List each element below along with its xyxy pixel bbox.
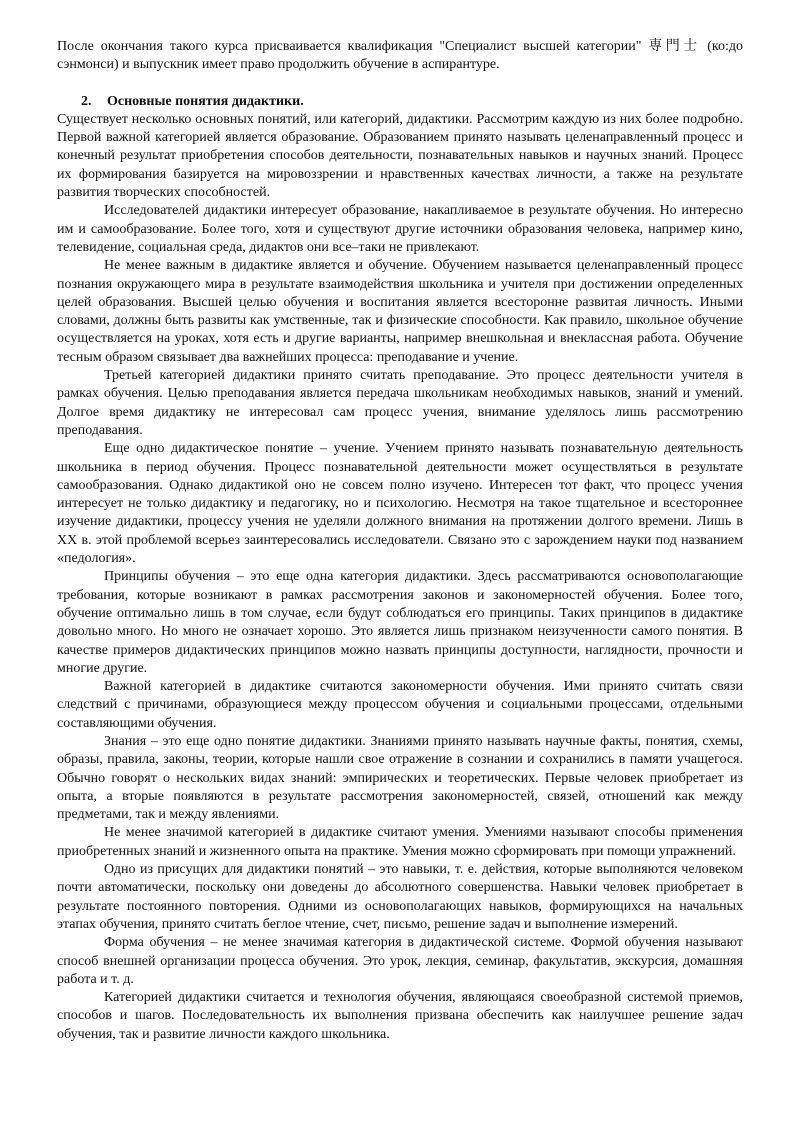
paragraph: Категорией дидактики считается и технология обучения, являющаяся своеобразной системой приемов, способов и шагов. Последовательность их выполнения призвана обеспечить как наилучшее решение задач обучения, так и развитие личности каждого школьника.	[57, 990, 743, 1042]
intro-paragraph: После окончания такого курса присваивается квалификация "Специалист высшей категории" 専門士 (ко:до сэнмонси) и выпускник имеет право продолжить обучение в аспирантуре.	[57, 39, 743, 73]
paragraph: Существует несколько основных понятий, или категорий, дидактики. Рассмотрим каждую из них более подробно. Первой важной категорией является образование. Образованием принято называть целенаправленный процесс и конечный результат приобретения способов деятельности, познавательных навыков и научных знаний. Процесс их формирования базируется на мировоззрении и нравственных качествах личности, а также на результате развития творческих способностей.	[57, 111, 743, 201]
paragraph: Не менее важным в дидактике является и обучение. Обучением называется целенаправленный процесс познания окружающего мира в результате взаимодействия школьника и учителя при достижении определенных целей образования. Высшей целью обучения и воспитания является всесторонне развитая личность. Иными словами, должны быть развиты как умственные, так и физические способности. Как правило, школьное обучение осуществляется на уроках, хотя есть и другие варианты, например внешкольная и внеклассная работа. Обучение тесным образом связывает два важнейших процесса: преподавание и учение.	[57, 258, 743, 365]
paragraph: Не менее значимой категорией в дидактике считают умения. Умениями называют способы применения приобретенных знаний и жизненного опыта на практике. Умения можно сформировать при помощи упражнений.	[57, 825, 743, 859]
section-number: 2.	[81, 93, 92, 109]
paragraph: Знания – это еще одно понятие дидактики. Знаниями принято называть научные факты, понятия, схемы, образы, правила, законы, теории, которые нашли свое отражение в сознании и сохранились в памяти учащегося. Обычно говорят о нескольких видах знаний: эмпирических и теоретических. Первые человек приобретает из опыта, а вторые появляются в результате рассмотрения закономерностей, связей, отношений как между предметами, так и между явлениями.	[57, 733, 743, 823]
paragraph: Принципы обучения – это еще одна категория дидактики. Здесь рассматриваются основополагающие требования, которые возникают в рамках рассмотрения законов и закономерностей обучения. Более того, обучение оптимально лишь в том случае, если будут соблюдаться его принципы. Таких принципов в дидактике довольно много. Но много не означает хорошо. Это является лишь признаком неизученности самого понятия. В качестве примеров дидактических принципов можно назвать принципы доступности, наглядности, прочности и многие другие.	[57, 569, 743, 676]
paragraph: Исследователей дидактики интересует образование, накапливаемое в результате обучения. Но интересно им и самообразование. Более того, хотя и существуют другие источники образования человека, например кино, телевидение, социальная среда, дидактов они все–таки не привлекают.	[57, 203, 743, 255]
paragraph: Еще одно дидактическое понятие – учение. Учением принято называть познавательную деятельность школьника в период обучения. Процесс познавательной деятельности может осуществляться в результате самообразования. Однако дидактикой оно не совсем полно изучено. Интересен тот факт, что процесс учения интересует не только дидактику и педагогику, но и психологию. Несмотря на такое тщательное и всестороннее изучение дидактики, процессу учения не уделяли должного внимания на протяжении долгого времени. Лишь в XX в. этой проблемой всерьез заинтересовались исследователи. Связано это с зарождением науки под названием «педология».	[57, 441, 743, 567]
paragraph: Одно из присущих для дидактики понятий – это навыки, т. е. действия, которые выполняются человеком почти автоматически, поскольку они доведены до абсолютного совершенства. Навыки человек приобретает в результате постоянного повторения. Одними из основополагающих навыков, формирующихся на начальных этапах обучения, принято считать беглое чтение, счет, письмо, решение задач и выполнение измерений.	[57, 862, 743, 932]
paragraph: Третьей категорией дидактики принято считать преподавание. Это процесс деятельности учителя в рамках обучения. Целью преподавания является передача школьникам необходимых навыков, знаний и умений. Долгое время дидактику не интересовал сам процесс учения, внимание уделялось лишь рассмотрению преподавания.	[57, 368, 743, 438]
document-page	[57, 38, 743, 1044]
paragraph: Важной категорией в дидактике считаются закономерности обучения. Ими принято считать связи следствий с причинами, образующиеся между процессом обучения и социальными процессами, отдельными составляющими обучения.	[57, 679, 743, 731]
paragraph: Форма обучения – не менее значимая категория в дидактической системе. Формой обучения называют способ внешней организации процесса обучения. Это урок, лекция, семинар, факультатив, экскурсия, домашняя работа и т. д.	[57, 935, 743, 987]
section-title: Основные понятия дидактики.	[107, 93, 304, 109]
section-heading	[57, 93, 743, 111]
